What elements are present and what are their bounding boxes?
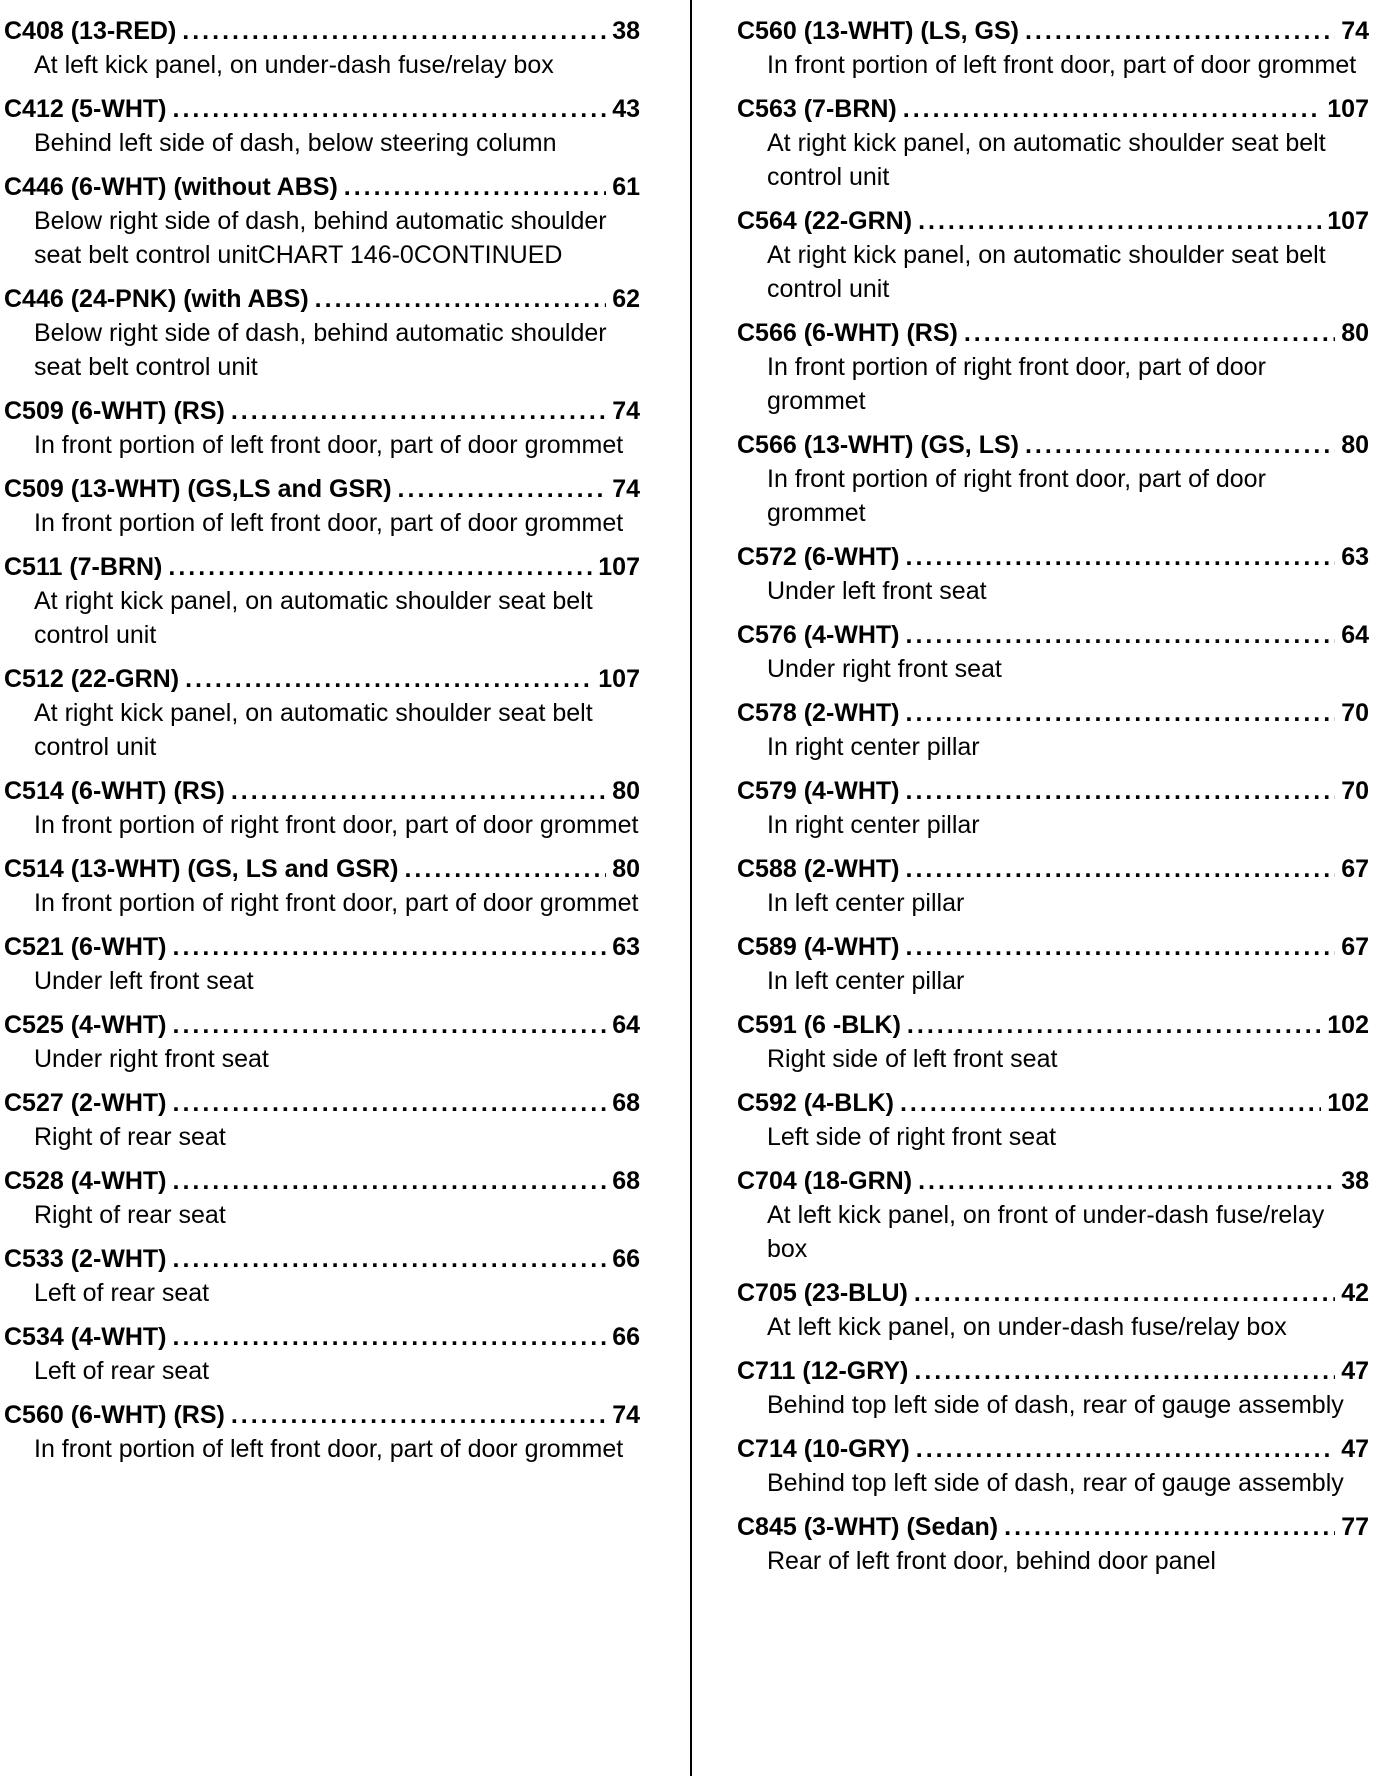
page-number: 47 [1341,1435,1369,1463]
dot-leader [906,852,1336,886]
page-number: 64 [1341,621,1369,649]
page-number: 63 [612,933,640,961]
connector-code: C514 (6-WHT) (RS) [4,777,225,805]
dot-leader [404,852,606,886]
page-number: 74 [612,397,640,425]
page-number: 70 [1341,777,1369,805]
right-column [737,14,1369,1588]
connector-code: C528 (4-WHT) [4,1167,167,1195]
location-description: Below right side of dash, behind automatic shoulder seat belt control unitCHART 146-0CONTINUED [34,207,607,269]
connector-entry [4,774,640,842]
page-number: 38 [1341,1167,1369,1195]
dot-leader [231,774,606,808]
page-number: 80 [1341,319,1369,347]
dot-leader [398,472,607,506]
dot-leader [173,1242,607,1276]
connector-entry [4,1398,640,1466]
dot-leader [906,618,1336,652]
dot-leader [182,14,606,48]
connector-entry [737,1008,1369,1076]
location-description: At right kick panel, on automatic shoulder seat belt control unit [767,129,1326,191]
location-description: Right of rear seat [34,1201,226,1229]
connector-code: C514 (13-WHT) (GS, LS and GSR) [4,855,399,883]
connector-entry [4,14,640,82]
connector-entry [737,1164,1369,1266]
connector-entry [737,1432,1369,1500]
connector-entry [737,1086,1369,1154]
left-column [4,14,640,1476]
connector-code: C589 (4-WHT) [737,933,900,961]
page-number: 67 [1341,933,1369,961]
page-number: 43 [612,95,640,123]
page-number: 61 [612,173,640,201]
location-description: In front portion of left front door, part of door grommet [34,509,624,537]
connector-code: C533 (2-WHT) [4,1245,167,1273]
page-number: 63 [1341,543,1369,571]
dot-leader [1025,14,1335,48]
connector-entry [737,1354,1369,1422]
connector-code: C527 (2-WHT) [4,1089,167,1117]
connector-code: C412 (5-WHT) [4,95,167,123]
connector-code: C446 (6-WHT) (without ABS) [4,173,338,201]
page-number: 107 [1327,207,1369,235]
connector-entry [737,1276,1369,1344]
dot-leader [173,92,607,126]
connector-entry [737,316,1369,418]
connector-code: C512 (22-GRN) [4,665,180,693]
location-description: Behind top left side of dash, rear of gauge assembly [767,1469,1344,1497]
page-number: 80 [612,777,640,805]
location-description: At right kick panel, on automatic shoulder seat belt control unit [34,587,593,649]
dot-leader [344,170,606,204]
connector-code: C714 (10-GRY) [737,1435,910,1463]
page-number: 68 [612,1167,640,1195]
dot-leader [1025,428,1335,462]
connector-code: C560 (13-WHT) (LS, GS) [737,17,1019,45]
connector-entry [4,282,640,384]
dot-leader [907,1008,1321,1042]
connector-entry [737,204,1369,306]
dot-leader [918,1164,1335,1198]
page-number: 74 [1341,17,1369,45]
connector-code: C525 (4-WHT) [4,1011,167,1039]
connector-entry [4,170,640,272]
dot-leader [914,1354,1335,1388]
page-number: 102 [1327,1011,1369,1039]
dot-leader [916,1432,1335,1466]
location-description: In left center pillar [767,889,965,917]
dot-leader [906,774,1336,808]
page-number: 70 [1341,699,1369,727]
connector-code: C564 (22-GRN) [737,207,913,235]
connector-code: C511 (7-BRN) [4,553,163,581]
connector-code: C845 (3-WHT) (Sedan) [737,1513,999,1541]
connector-code: C534 (4-WHT) [4,1323,167,1351]
location-description: In front portion of right front door, part of door grommet [34,811,639,839]
location-description: Left of rear seat [34,1279,210,1307]
page-number: 42 [1341,1279,1369,1307]
dot-leader [903,92,1322,126]
dot-leader [906,696,1336,730]
location-description: Right side of left front seat [767,1045,1058,1073]
dot-leader [914,1276,1335,1310]
location-description: Rear of left front door, behind door panel [767,1547,1216,1575]
location-description: At left kick panel, on under-dash fuse/relay box [34,51,554,79]
connector-code: C592 (4-BLK) [737,1089,894,1117]
location-description: In front portion of left front door, part of door grommet [767,51,1357,79]
page-number: 38 [612,17,640,45]
connector-code: C705 (23-BLU) [737,1279,908,1307]
location-description: Under right front seat [34,1045,269,1073]
connector-entry [4,1320,640,1388]
connector-entry [4,662,640,764]
location-description: Left side of right front seat [767,1123,1057,1151]
dot-leader [906,540,1336,574]
connector-code: C588 (2-WHT) [737,855,900,883]
connector-code: C704 (18-GRN) [737,1167,913,1195]
location-description: In right center pillar [767,811,980,839]
location-description: At right kick panel, on automatic shoulder seat belt control unit [767,241,1326,303]
location-description: At left kick panel, on front of under-dash fuse/relay box [767,1201,1325,1263]
dot-leader [168,550,592,584]
connector-entry [4,1086,640,1154]
connector-entry [737,1510,1369,1578]
connector-code: C560 (6-WHT) (RS) [4,1401,225,1429]
page-number: 68 [612,1089,640,1117]
dot-leader [173,1008,607,1042]
connector-entry [4,1164,640,1232]
connector-code: C446 (24-PNK) (with ABS) [4,285,309,313]
connector-entry [737,540,1369,608]
page-number: 67 [1341,855,1369,883]
dot-leader [315,282,607,316]
connector-entry [737,428,1369,530]
connector-entry [737,852,1369,920]
dot-leader [964,316,1335,350]
page-number: 107 [1327,95,1369,123]
location-description: Below right side of dash, behind automatic shoulder seat belt control unit [34,319,607,381]
connector-entry [737,14,1369,82]
dot-leader [231,1398,606,1432]
connector-entry [737,930,1369,998]
dot-leader [173,930,607,964]
page-number: 74 [612,475,640,503]
page-number: 66 [612,1245,640,1273]
connector-entry [4,930,640,998]
connector-code: C576 (4-WHT) [737,621,900,649]
connector-code: C408 (13-RED) [4,17,177,45]
connector-code: C572 (6-WHT) [737,543,900,571]
dot-leader [173,1086,607,1120]
dot-leader [900,1086,1321,1120]
connector-entry [737,696,1369,764]
page-number: 62 [612,285,640,313]
connector-entry [737,774,1369,842]
connector-entry [4,550,640,652]
location-description: Under right front seat [767,655,1002,683]
connector-entry [737,618,1369,686]
connector-entry [4,852,640,920]
dot-leader [185,662,592,696]
connector-entry [4,1008,640,1076]
connector-code: C509 (13-WHT) (GS,LS and GSR) [4,475,392,503]
connector-code: C509 (6-WHT) (RS) [4,397,225,425]
page-number: 74 [612,1401,640,1429]
page-number: 80 [612,855,640,883]
location-description: In front portion of left front door, part of door grommet [34,431,624,459]
connector-code: C591 (6 -BLK) [737,1011,901,1039]
connector-entry [4,472,640,540]
dot-leader [906,930,1336,964]
location-description: At left kick panel, on under-dash fuse/relay box [767,1313,1287,1341]
location-description: Behind left side of dash, below steering column [34,129,557,157]
location-description: In front portion of right front door, part of door grommet [34,889,639,917]
location-description: In front portion of right front door, part of door grommet [767,353,1266,415]
location-description: Behind top left side of dash, rear of gauge assembly [767,1391,1344,1419]
page-number: 64 [612,1011,640,1039]
dot-leader [1004,1510,1335,1544]
connector-entry [737,92,1369,194]
location-description: In right center pillar [767,733,980,761]
connector-code: C711 (12-GRY) [737,1357,909,1385]
page-number: 77 [1341,1513,1369,1541]
dot-leader [231,394,606,428]
location-description: In left center pillar [767,967,965,995]
page-number: 107 [598,665,640,693]
page-number: 66 [612,1323,640,1351]
connector-entry [4,92,640,160]
connector-code: C566 (13-WHT) (GS, LS) [737,431,1019,459]
page-number: 107 [598,553,640,581]
connector-entry [4,394,640,462]
dot-leader [918,204,1321,238]
connector-entry [4,1242,640,1310]
page-number: 47 [1341,1357,1369,1385]
connector-code: C578 (2-WHT) [737,699,900,727]
location-description: At right kick panel, on automatic shoulder seat belt control unit [34,699,593,761]
location-description: In front portion of right front door, part of door grommet [767,465,1266,527]
page-number: 102 [1327,1089,1369,1117]
location-description: Right of rear seat [34,1123,226,1151]
column-divider [690,0,692,1776]
dot-leader [173,1320,607,1354]
location-description: Left of rear seat [34,1357,210,1385]
connector-code: C521 (6-WHT) [4,933,167,961]
connector-code: C563 (7-BRN) [737,95,897,123]
page-number: 80 [1341,431,1369,459]
location-description: In front portion of left front door, part of door grommet [34,1435,624,1463]
dot-leader [173,1164,607,1198]
connector-code: C579 (4-WHT) [737,777,900,805]
location-description: Under left front seat [767,577,987,605]
location-description: Under left front seat [34,967,254,995]
connector-code: C566 (6-WHT) (RS) [737,319,958,347]
